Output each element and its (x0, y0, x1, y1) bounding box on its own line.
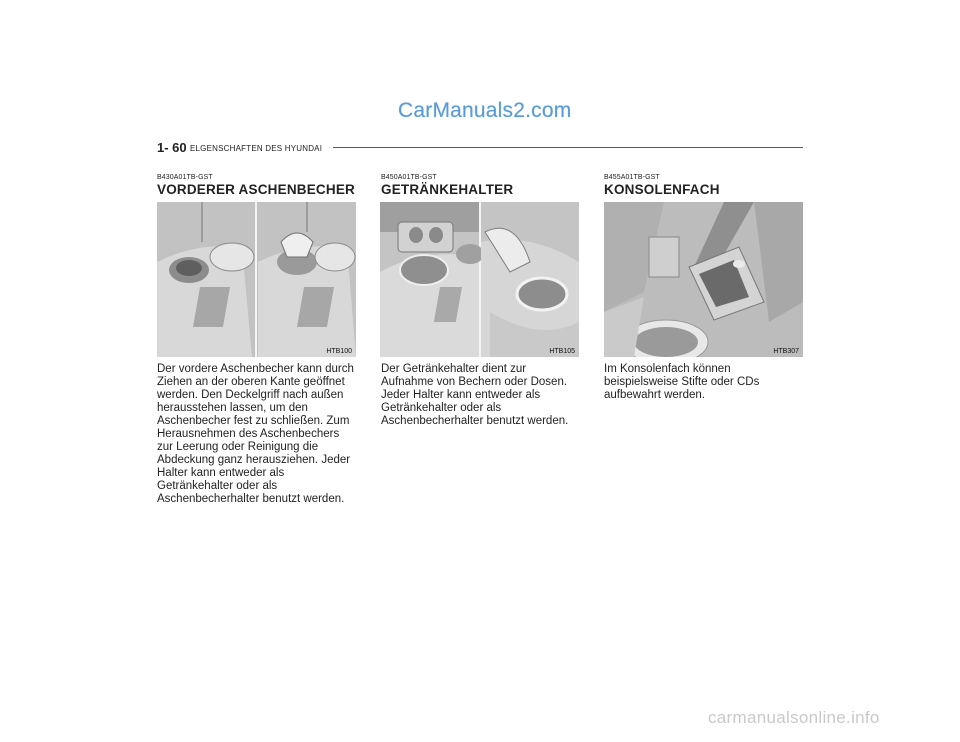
console-compartment-illustration (604, 202, 803, 357)
body-line: Abdeckung ganz herausziehen. Jeder (157, 454, 351, 466)
section-heading: VORDERER ASCHENBECHER (157, 182, 355, 197)
body-line: Aufnahme von Bechern oder Dosen. (381, 376, 568, 388)
watermark-logo: CarManuals2.com (398, 99, 572, 122)
header-divider (333, 147, 803, 148)
body-line: zur Leerung oder Reinigung die (157, 441, 319, 453)
section-heading: KONSOLENFACH (604, 182, 720, 197)
body-line: Im Konsolenfach können (604, 363, 731, 375)
body-line: Aschenbecherhalter benutzt werden. (381, 415, 569, 427)
section-code: B430A01TB-GST (157, 174, 213, 181)
body-line: Ziehen an der oberen Kante geöffnet (157, 376, 345, 388)
body-line: werden. Den Deckelgriff nach außen (157, 389, 344, 401)
section-code: B455A01TB-GST (604, 174, 660, 181)
body-line: aufbewahrt werden. (604, 389, 706, 401)
section-title: ELGENSCHAFTEN DES HYUNDAI (190, 144, 323, 153)
page-number: 1- 60 (157, 140, 187, 155)
section-body (604, 363, 804, 402)
figure-label: HTB105 (549, 348, 575, 355)
section-body (381, 363, 581, 428)
body-line: Getränkehalter oder als (157, 480, 278, 492)
figure-label: HTB307 (773, 348, 799, 355)
section-body (157, 363, 357, 506)
body-line: Halter kann entweder als (157, 467, 285, 479)
body-line: Herausnehmen des Aschenbechers (157, 428, 340, 440)
body-line: Jeder Halter kann entweder als (381, 389, 541, 401)
watermark-footer: carmanualsonline.info (708, 708, 880, 727)
body-line: Getränkehalter oder als (381, 402, 502, 414)
body-line: Der Getränkehalter dient zur (381, 363, 527, 375)
body-line: Aschenbecherhalter benutzt werden. (157, 493, 345, 505)
cup-holder-illustration (380, 202, 579, 357)
section-heading: GETRÄNKEHALTER (381, 182, 514, 197)
figure-label: HTB100 (326, 348, 352, 355)
section-code: B450A01TB-GST (381, 174, 437, 181)
body-line: beispielsweise Stifte oder CDs (604, 376, 760, 388)
body-line: Der vordere Aschenbecher kann durch (157, 363, 354, 375)
ashtray-illustration (157, 202, 356, 357)
body-line: herausstehen lassen, um den (157, 402, 308, 414)
body-line: Aschenbecher fest zu schließen. Zum (157, 415, 350, 427)
